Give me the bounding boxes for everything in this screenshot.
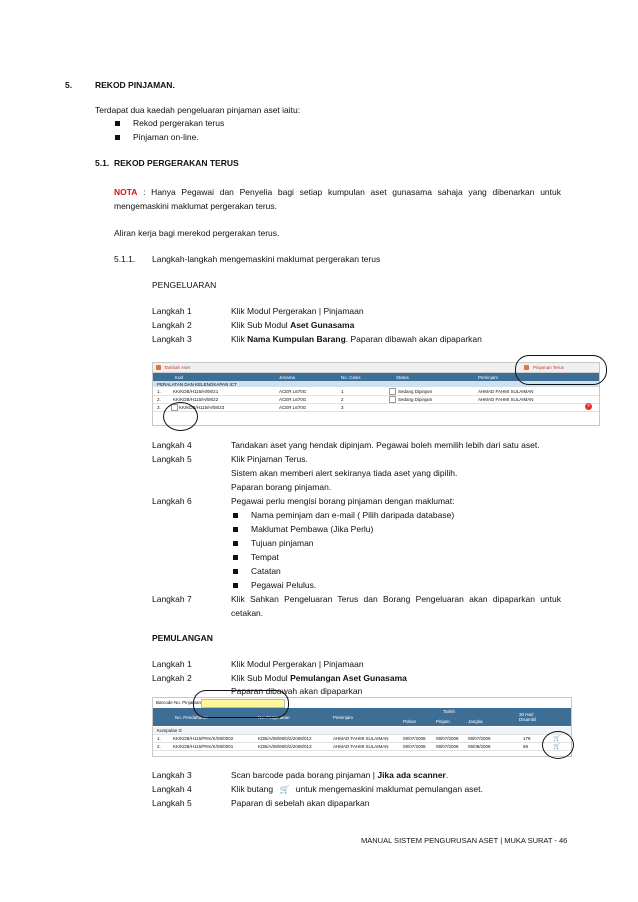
intro-text: Terdapat dua kaedah pengeluaran pinjaman aset iaitu:: [95, 105, 301, 115]
row-no: 2.: [157, 397, 161, 402]
step-group-title: Langkah-langkah mengemaskini maklumat pergerakan terus: [152, 254, 381, 264]
step-text: Klik Modul Pergerakan | Pinjamaan: [231, 306, 364, 316]
table-row[interactable]: [153, 396, 599, 404]
step-text: Paparan di sebelah akan dipaparkan: [231, 798, 370, 808]
step-label: Langkah 2: [152, 320, 192, 330]
row-pinjam: 09/07/2008: [436, 744, 459, 749]
row-hari: 178: [523, 736, 531, 741]
pinjaman-terus-button[interactable]: Pinjaman Terus: [533, 365, 564, 370]
step-text: Klik Sahkan Pengeluaran Terus dan Borang Pengeluaran akan dipaparkan untuk: [231, 594, 561, 604]
row-jenama: ACER L670G: [279, 405, 307, 410]
step-label: Langkah 4: [152, 440, 192, 450]
step-label: Langkah 3: [152, 770, 192, 780]
step-label: Langkah 4: [152, 784, 192, 794]
form-field-item: Tempat: [251, 552, 279, 562]
step-text: Sistem akan memberi alert sekiranya tiada aset yang dipilih.: [231, 468, 458, 478]
step-text: Klik Sub Modul Pemulangan Aset Gunasama: [231, 673, 407, 683]
row-kod: KK/KDB/H115/H/08/21: [173, 389, 219, 394]
step-text: Klik Nama Kumpulan Barang. Paparan dibawah akan dipaparkan: [231, 334, 482, 344]
close-icon[interactable]: ×: [585, 403, 592, 410]
step-label: Langkah 6: [152, 496, 192, 506]
row-status: Sedang Dipinjam: [398, 397, 433, 402]
row-daftar: KK/KDB/H115/PKK/K/08/0001: [173, 744, 234, 749]
nota-text: : Hanya Pegawai dan Penyelia bagi setiap kumpulan aset gunasama sahaja yang dibenarkan untuk: [143, 187, 561, 197]
row-jenama: ACER L670G: [279, 389, 307, 394]
table-row[interactable]: [153, 735, 571, 743]
cart-icon[interactable]: 🛒: [553, 736, 561, 742]
column-header: Jenama: [279, 375, 296, 380]
barcode-label: Barcode No. Pinjaman: [156, 700, 202, 705]
section-title: REKOD PINJAMAN.: [95, 80, 175, 90]
column-header: Jangka: [468, 719, 483, 724]
add-icon: [156, 365, 161, 370]
row-casis: 1: [341, 389, 344, 394]
form-field-item: Maklumat Pembawa (Jika Perlu): [251, 524, 374, 534]
column-header: Peminjam: [333, 715, 354, 720]
row-jangka: 09/08/2008: [468, 744, 491, 749]
row-pinjam: 09/07/2008: [436, 736, 459, 741]
bullet-icon: [233, 569, 238, 574]
nota-line1: [114, 187, 561, 197]
column-header: 30 Hari Disambil: [519, 712, 537, 722]
row-peminjam: AHMAD FAHMI SULAIMAN: [333, 736, 389, 741]
step-text: Paparan dibawah akan dipaparkan: [231, 686, 363, 696]
row-peminjam: AHMAD FAHMI SULAIMAN: [478, 397, 534, 402]
section-number: 5.: [65, 80, 73, 90]
step-label: Langkah 1: [152, 306, 192, 316]
row-no: 3.: [157, 405, 161, 410]
row-no: 1.: [157, 736, 161, 741]
row-kod: KK/KDB/H115/H/08/22: [173, 397, 219, 402]
highlight-circle: [193, 690, 289, 718]
column-header: Status: [396, 375, 409, 380]
column-header: Pinjam: [436, 719, 450, 724]
step-label: Langkah 2: [152, 673, 192, 683]
row-jenama: ACER L670G: [279, 397, 307, 402]
row-peminjam: AHMAD FAHMI SULAIMAN: [478, 389, 534, 394]
column-header: Kod: [175, 375, 184, 380]
row-casis: 3: [341, 405, 344, 410]
row-pohon: 09/07/2008: [403, 736, 426, 741]
cart-icon: 🛒: [279, 785, 290, 794]
nota-line2: mengemaskini maklumat pergerakan terus.: [114, 201, 277, 211]
subsection-number: 5.1.: [95, 158, 110, 168]
bullet-icon: [233, 513, 238, 518]
column-header: No. Pergerakan: [258, 715, 290, 720]
form-field-item: Nama peminjam dan e-mail ( Pilih daripada database): [251, 510, 455, 520]
step-text: Paparan borang pinjaman.: [231, 482, 332, 492]
nota-label: NOTA: [114, 187, 138, 197]
bullet-icon: [233, 541, 238, 546]
step-text: Pegawai perlu mengisi borang pinjaman dengan maklumat:: [231, 496, 455, 506]
table-row[interactable]: [153, 388, 599, 396]
row-no: 2.: [157, 744, 161, 749]
step-text: Klik butang 🛒 untuk mengemaskini maklumat pemulangan aset.: [231, 784, 483, 794]
bullet-icon: [115, 135, 120, 140]
form-field-item: Catatan: [251, 566, 281, 576]
bullet-icon: [233, 583, 238, 588]
tambah-aset-tab[interactable]: Tambah Aset: [164, 365, 191, 370]
subsection-title: REKOD PERGERAKAN TERUS: [114, 158, 239, 168]
bullet-icon: [233, 527, 238, 532]
form-field-item: Tujuan pinjaman: [251, 538, 314, 548]
row-checkbox[interactable]: [389, 388, 396, 395]
step-text: Klik Sub Modul Aset Gunasama: [231, 320, 355, 330]
method-item: Pinjaman on-line.: [133, 132, 199, 142]
step-text: cetakan.: [231, 608, 264, 618]
step-label: Langkah 3: [152, 334, 192, 344]
group-label: PERALATAN DAN KELENGKAPAN ICT: [157, 382, 237, 387]
step-text: Scan barcode pada borang pinjaman | Jika ada scanner.: [231, 770, 449, 780]
step-text: Klik Pinjaman Terus.: [231, 454, 308, 464]
row-pohon: 09/07/2008: [403, 744, 426, 749]
row-checkbox[interactable]: [389, 396, 396, 403]
column-header: No. Pendaftaran: [175, 715, 208, 720]
row-daftar: KK/KDB/H115/PKK/K/08/0002: [173, 736, 234, 741]
step-label: Langkah 7: [152, 594, 192, 604]
row-hari: 68: [523, 744, 529, 749]
group-row: [153, 727, 571, 735]
step-label: Langkah 5: [152, 454, 192, 464]
row-casis: 2: [341, 397, 344, 402]
cart-icon[interactable]: 🛒: [553, 744, 561, 750]
table-row[interactable]: [153, 404, 599, 412]
bullet-icon: [115, 121, 120, 126]
column-header: Pohon: [403, 719, 417, 724]
step-text: Tandakan aset yang hendak dipinjam. Pegawai boleh memilih lebih dari satu aset.: [231, 440, 540, 450]
highlight-circle: [542, 731, 574, 759]
step-group-number: 5.1.1.: [114, 254, 136, 264]
bullet-icon: [233, 555, 238, 560]
row-gerak: KDB/A/08/09/0/2/2008/013: [258, 744, 312, 749]
table-row[interactable]: [153, 743, 571, 751]
highlight-circle: [163, 402, 198, 431]
aliran-text: Aliran kerja bagi merekod pergerakan terus.: [114, 228, 280, 238]
highlight-circle: [515, 355, 607, 385]
row-jangka: 09/07/2009: [468, 736, 491, 741]
row-gerak: KDB/A/08/09/0/2/2008/012: [258, 736, 312, 741]
column-header: No. Casis: [341, 375, 361, 380]
column-header: Peminjam: [478, 375, 499, 380]
row-status: Sedang Dipinjam: [398, 389, 433, 394]
step-label: Langkah 1: [152, 659, 192, 669]
method-item: Rekod pergerakan terus: [133, 118, 225, 128]
step-text: Klik Modul Pergerakan | Pinjamaan: [231, 659, 364, 669]
column-header: Tarikh: [443, 709, 456, 714]
step-label: Langkah 5: [152, 798, 192, 808]
pemulangan-heading: PEMULANGAN: [152, 633, 213, 643]
row-peminjam: AHMAD FAHMI SULAIMAN: [333, 744, 389, 749]
pengeluaran-heading: PENGELUARAN: [152, 280, 217, 290]
group-label: Kumpulan G: [157, 728, 183, 733]
form-field-item: Pegawai Pelulus.: [251, 580, 317, 590]
row-no: 1.: [157, 389, 161, 394]
page-footer: MANUAL SISTEM PENGURUSAN ASET | MUKA SURAT - 46: [361, 836, 568, 845]
row-kod: KK/KDB/H115/H/08/23: [179, 405, 225, 410]
